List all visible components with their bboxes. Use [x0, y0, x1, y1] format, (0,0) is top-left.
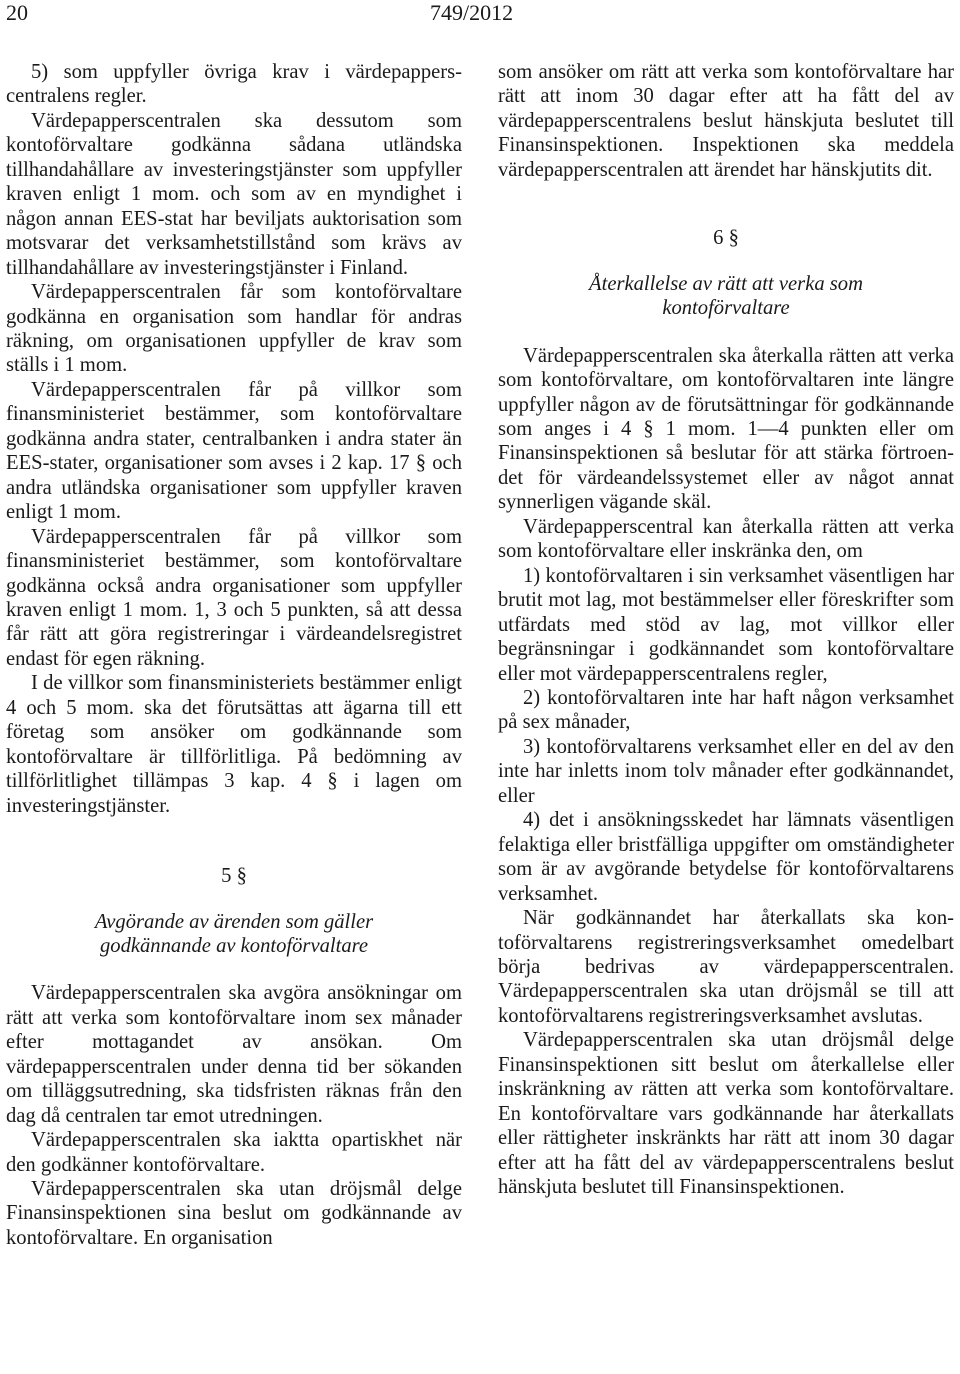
paragraph: Värdepapperscentralen får på villkor som finansministeriet bestämmer, som kontoförvaltare godkänna också andra organisationer som uppfyller kraven enligt 1 mom. 1, 3 och 5 punkten, så att dessa får rätt att göra registreringar i värdeandelsregistret endast för egen räkning. [6, 525, 462, 670]
section-number: 5 § [221, 865, 247, 888]
document-number: 749/2012 [430, 0, 514, 25]
section-title [6, 910, 462, 959]
paragraph: Värdepapperscentralen får på villkor som finansministeriet bestämmer, som kontoförvaltare godkänna andra stater, centralbanken i andra stater än EES-stater, organisationer som avses i 2 kap. 17 § och andra utländska organisationer som uppfyller kraven enligt 1 mom. [6, 378, 462, 524]
section-5-heading [6, 864, 462, 958]
list-item: 1) kontoförvaltaren i sin verksamhet väsentligen har brutit mot lag, mot bestämmelser eller föreskrifter som utfärdats med stöd av lag, mot villkor eller begränsningar i godkännandet som kontoförvaltare eller mot värdepapperscentralens regler, [498, 564, 954, 685]
list-item: 2) kontoförvaltaren inte har haft någon verksamhet på sex månader, [498, 686, 954, 734]
section-title-line: Återkallelse av rätt att verka som [589, 272, 863, 295]
section-title-line: Avgörande av ärenden som gäller [94, 910, 374, 933]
paragraph: 5) som uppfyller övriga krav i värdepapperscentralens regler. [6, 61, 462, 108]
section-title-line: kontoförvaltare [662, 297, 790, 320]
left-column [6, 60, 462, 1250]
paragraph: Värdepapperscentralen ska avgöra ansökningar om rätt att verka som kontoförvaltare inom sex månader efter mottagandet av ansökan. Om värdepapperscentralen under denna tid ber sökanden om tilläggsutredning, ska tidsfristen räknas från den dag då centralen tar emot utredningen. [6, 982, 462, 1127]
paragraph: När godkännandet har återkallats ska kontoförvaltarens registreringsverksamhet omedelbart börja bedrivas av värdepapperscentralen. Värdepapperscentralen ska utan dröjsmål se till att kontoförvaltarens registreringsverksamhet avslutas. [498, 907, 954, 1027]
paragraph: I de villkor som finansministeriets bestämmer enligt 4 och 5 mom. ska det förutsättas att ägarna till ett företag som ansöker om godkännande som kontoförvaltare är tillförlitliga. På bedömning av tillförlitlighet tillämpas 3 kap. 4 § i lagen om investeringstjänster. [6, 672, 462, 817]
paragraph: Värdepapperscentralen ska utan dröjsmål delge Finansinspektionen sitt beslut om återkallelse eller inskränkning av rätten att verka som kontoförvaltare. En kontoförvaltare vars godkännande har återkallats eller rättigheter inskränkts har rätt att inom 30 dagar efter att ha fått del av värdepapperscentralens beslut hänskjuta beslutet till Finansinspektionen. [498, 1029, 954, 1199]
page-number: 20 [6, 0, 28, 25]
section-number: 6 § [713, 227, 739, 250]
paragraph: Värdepapperscentralen ska utan dröjsmål delge Finansinspektionen sina beslut om godkännande av kontoförvaltare. En organisation [6, 1178, 462, 1249]
paragraph: Värdepapperscentral kan återkalla rätten att verka som kontoförvaltare eller inskränka den, om [498, 515, 954, 563]
page-header [0, 0, 960, 30]
list-item: 3) kontoförvaltarens verksamhet eller en del av den inte har inletts inom tolv månader efter godkännandet, eller [498, 735, 954, 807]
right-column [498, 60, 954, 1199]
paragraph: Värdepapperscentralen får som kontoförvaltare godkänna en organisation som handlar för andras räkning, om organisationen uppfyller de krav som ställs i 1 mom. [6, 281, 462, 377]
list-item: 4) det i ansökningsskedet har lämnats väsentligen felaktiga eller bristfälliga uppgifter om omständigheter som är av avgörande betydelse för kontoförvaltarens verksamhet. [498, 809, 954, 905]
paragraph: som ansöker om rätt att verka som kontoförvaltare har rätt att inom 30 dagar efter att ha fått del av värdepapperscentralens beslut hänskjuta beslutet till Finansinspektionen. Inspektionen ska meddela värdepapperscentralen att ärendet har hänskjutits dit. [498, 61, 954, 181]
paragraph: Värdepapperscentralen ska återkalla rätten att verka som kontoförvaltare, om kontoförvaltaren inte längre uppfyller någon av de förutsättningar för godkännande som anges i 4 § 1 mom. 1—4 punkten eller om Finansinspektionen så beslutar för att stärka förtroendet för värdeandelssystemet eller av något annat synnerligen vägande skäl. [498, 344, 954, 514]
section-title-line: godkännande av kontoförvaltare [99, 934, 369, 957]
paragraph: Värdepapperscentralen ska iaktta opartiskhet när den godkänner kontoförvaltare. [6, 1129, 462, 1176]
paragraph: Värdepapperscentralen ska dessutom som kontoförvaltare godkänna sådana utländska tillhandahållare av investeringstjänster som uppfyller kraven enligt 1 mom. och som av en myndighet i någon annan EES-stat har beviljats auktorisation som motsvarar det verksamhetstillstånd som krävs av tillhandahållare av investeringstjänster i Finland. [6, 109, 462, 279]
section-title [498, 272, 954, 321]
section-6-heading [498, 226, 954, 320]
